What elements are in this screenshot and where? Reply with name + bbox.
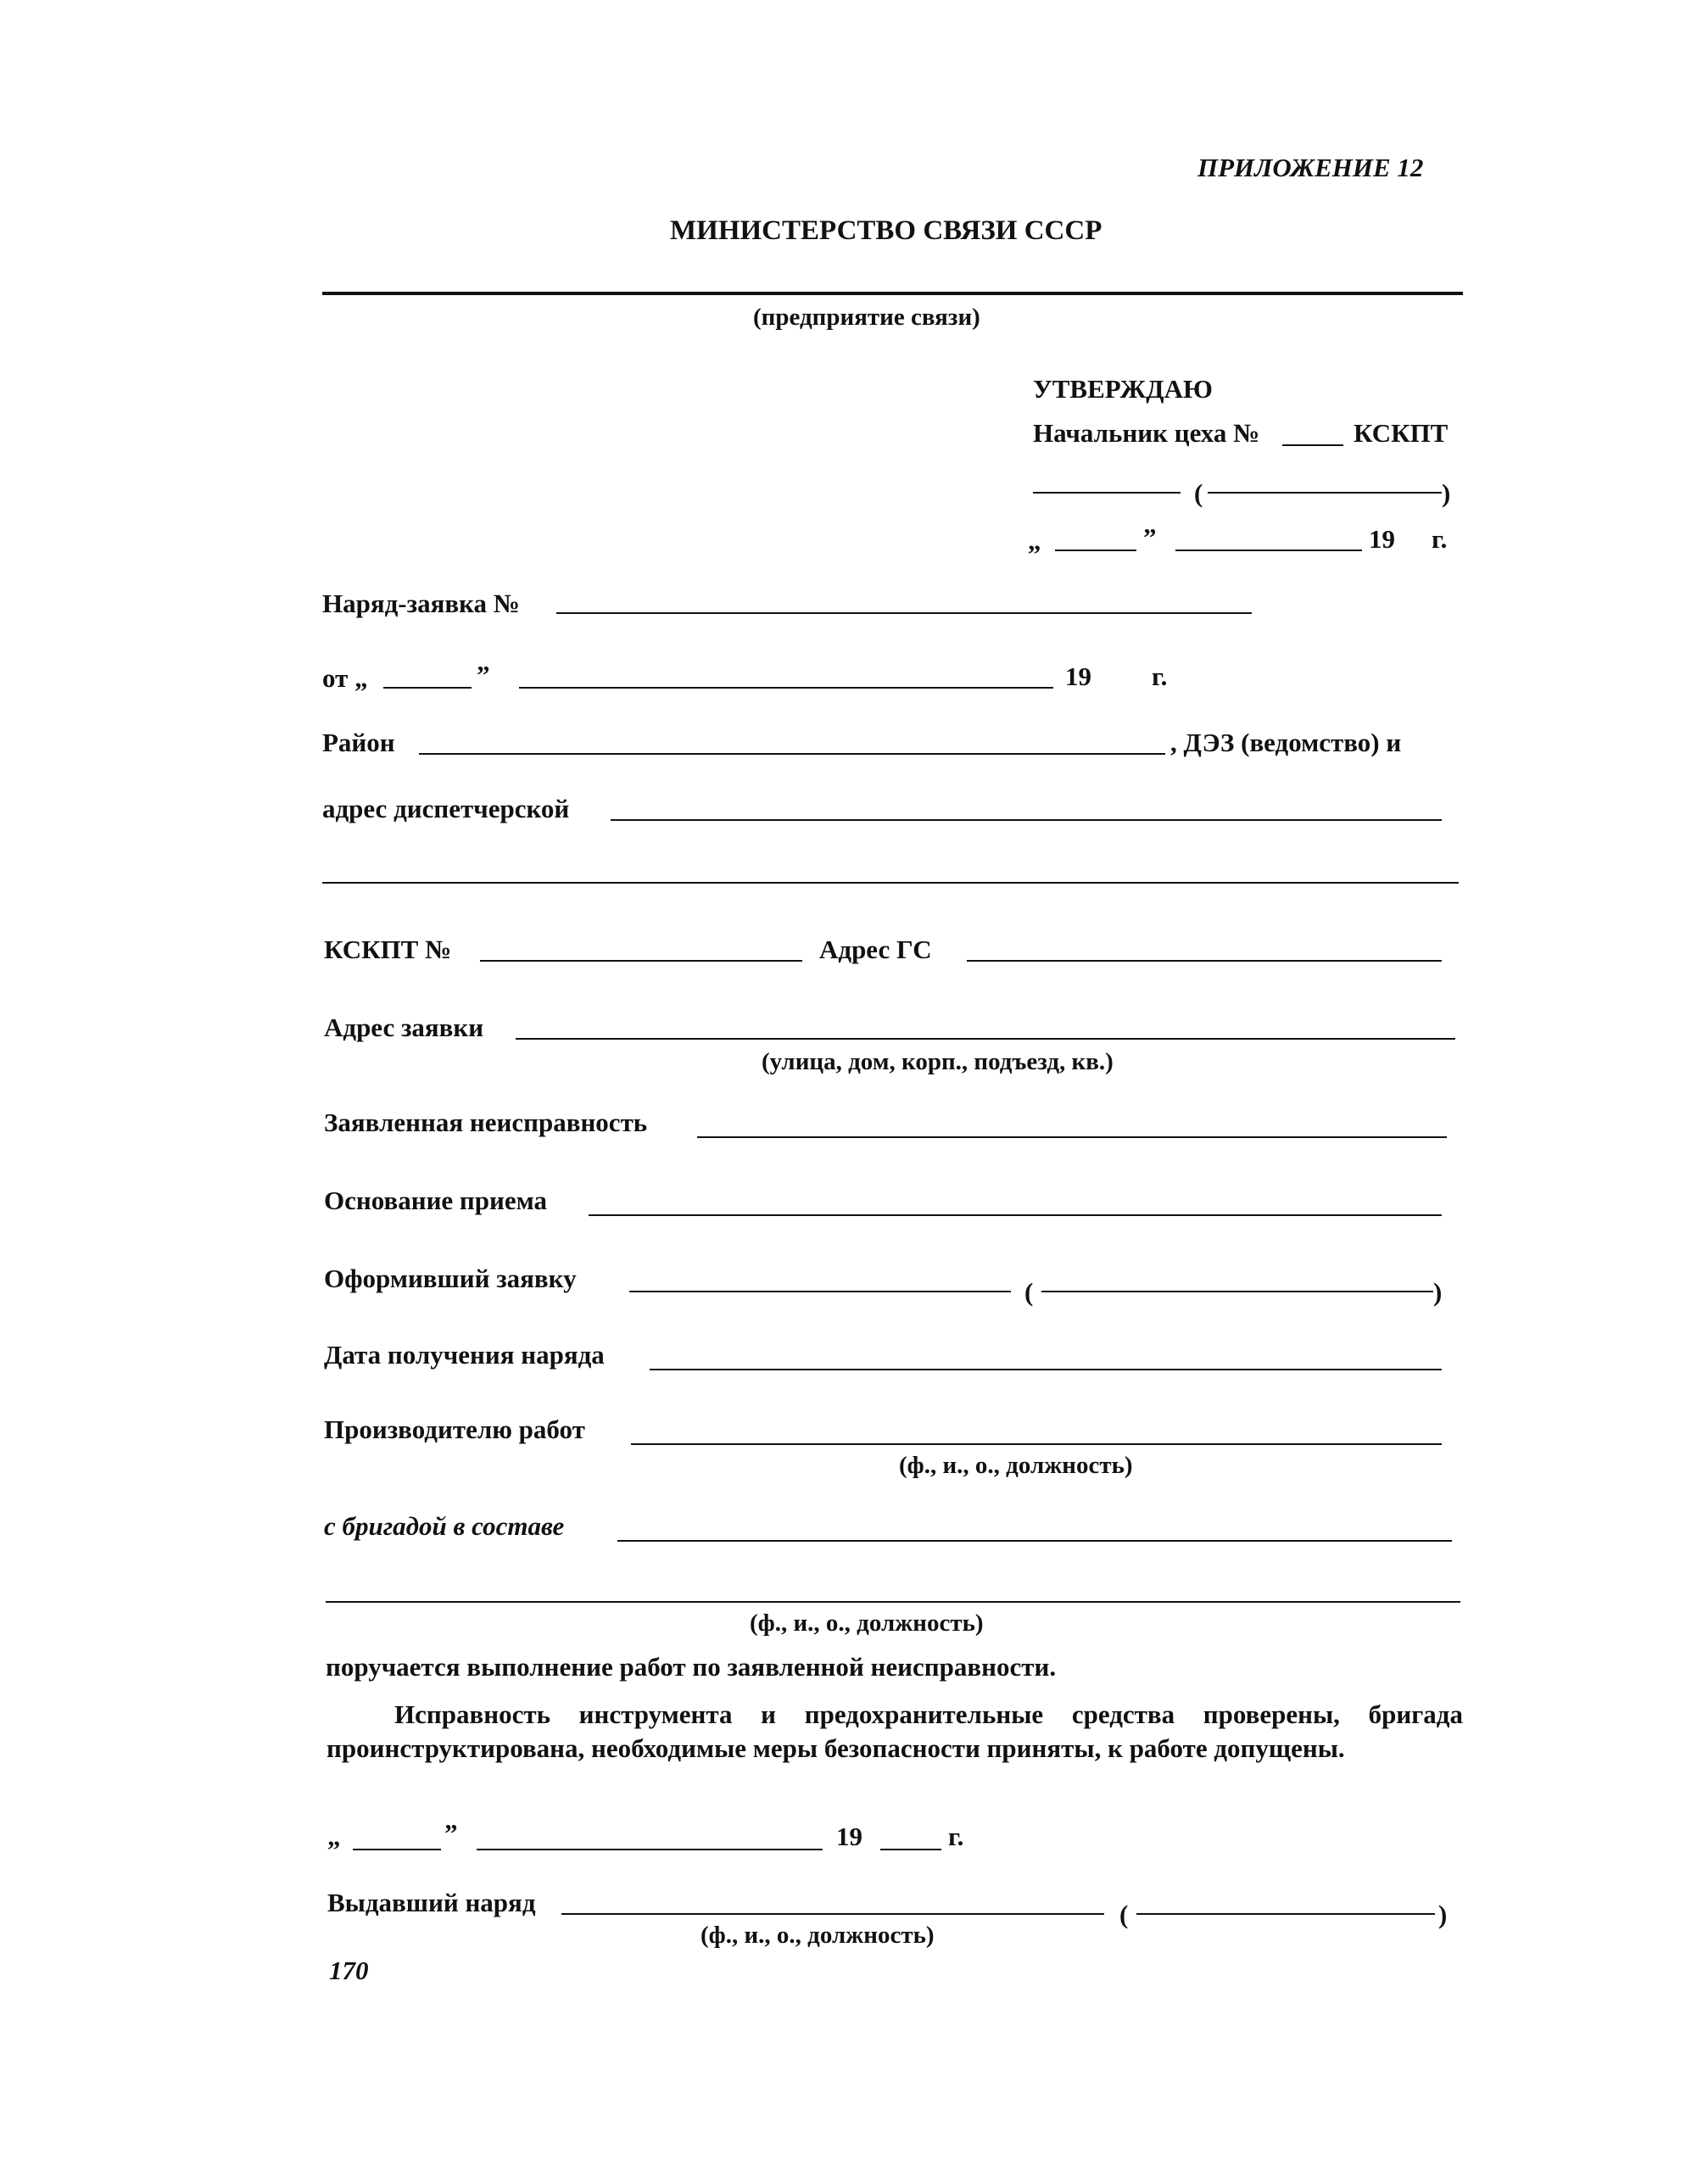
issuer-label: Выдавший наряд — [327, 1888, 536, 1917]
request-address-label: Адрес заявки — [324, 1013, 484, 1042]
date-year-line — [880, 1849, 941, 1850]
chief-label: Начальник цеха № — [1033, 418, 1260, 448]
district-label: Район — [322, 728, 395, 757]
from-quote-close: ” — [477, 660, 490, 689]
chief-name-line — [1208, 492, 1442, 494]
from-day-line — [383, 687, 472, 689]
issued-by-label: Оформивший заявку — [324, 1264, 577, 1293]
chief-signature-line — [1033, 492, 1181, 494]
approve-year: 19 — [1369, 524, 1395, 554]
approve-title: УТВЕРЖДАЮ — [1033, 374, 1213, 404]
chief-suffix: КСКПТ — [1354, 418, 1448, 448]
approve-quote-close: ” — [1143, 522, 1157, 552]
dispatch-line-2 — [322, 882, 1459, 884]
approve-day-line — [1055, 550, 1136, 551]
fault-line — [697, 1136, 1447, 1138]
received-date-label: Дата получения наряда — [324, 1340, 605, 1370]
safety-paragraph — [327, 1698, 1463, 1766]
chief-name-open: ( — [1194, 478, 1203, 508]
request-address-line — [516, 1038, 1455, 1040]
foreman-label: Производителю работ — [324, 1414, 585, 1444]
brigade-caption: (ф., и., о., должность) — [750, 1610, 984, 1637]
issuer-name-line — [1136, 1913, 1435, 1915]
dispatch-line — [611, 819, 1442, 821]
enterprise-caption: (предприятие связи) — [753, 304, 980, 331]
issued-by-close: ) — [1433, 1277, 1443, 1307]
date-day-line — [353, 1849, 441, 1850]
page-number: 170 — [329, 1956, 369, 1985]
from-year-suffix: г. — [1152, 661, 1168, 691]
from-label: от „ — [322, 663, 368, 693]
assigned-text: поручается выполнение работ по заявленной неисправности. — [326, 1652, 1057, 1682]
enterprise-line — [322, 292, 1463, 295]
issued-by-signature-line — [629, 1291, 1011, 1292]
date-year: 19 — [836, 1822, 862, 1851]
approve-month-line — [1175, 550, 1362, 551]
brigade-line-2 — [326, 1601, 1460, 1603]
order-label: Наряд-заявка № — [322, 589, 520, 618]
issued-by-name-line — [1041, 1291, 1433, 1292]
approve-quote-open: „ — [1028, 526, 1041, 555]
date-quote-open: „ — [327, 1822, 341, 1851]
kskpt-number-line — [480, 960, 802, 962]
ministry-title: МИНИСТЕРСТВО СВЯЗИ СССР — [670, 215, 1102, 246]
kskpt-label: КСКПТ № — [324, 935, 452, 964]
received-date-line — [650, 1369, 1442, 1370]
approve-year-suffix: г. — [1432, 524, 1448, 554]
issuer-open: ( — [1119, 1900, 1129, 1929]
basis-line — [589, 1214, 1442, 1216]
from-year: 19 — [1065, 661, 1091, 691]
from-month-line — [519, 687, 1053, 689]
date-year-suffix: г. — [948, 1822, 964, 1851]
gs-address-label: Адрес ГС — [819, 935, 932, 964]
issuer-close: ) — [1438, 1900, 1448, 1929]
district-suffix: , ДЭЗ (ведомство) и — [1170, 728, 1402, 757]
brigade-line — [617, 1540, 1452, 1542]
gs-address-line — [967, 960, 1442, 962]
safety-text: Исправность инструмента и предохранительные средства проверены, бригада проинструктирована, необходимые меры безопасности приняты, к работе допущены. — [327, 1699, 1463, 1763]
fault-label: Заявленная неисправность — [324, 1108, 648, 1137]
basis-label: Основание приема — [324, 1186, 548, 1215]
order-number-line — [556, 612, 1252, 614]
appendix-label: ПРИЛОЖЕНИЕ 12 — [1197, 153, 1424, 182]
foreman-caption: (ф., и., о., должность) — [899, 1452, 1133, 1479]
dispatch-label: адрес диспетчерской — [322, 794, 570, 823]
shop-number-line — [1282, 444, 1343, 446]
issuer-caption: (ф., и., о., должность) — [701, 1922, 935, 1949]
date-quote-close: ” — [444, 1818, 458, 1848]
brigade-label: с бригадой в составе — [324, 1511, 565, 1541]
issued-by-open: ( — [1024, 1277, 1034, 1307]
date-month-line — [477, 1849, 823, 1850]
foreman-line — [631, 1443, 1442, 1445]
request-address-caption: (улица, дом, корп., подъезд, кв.) — [762, 1048, 1114, 1075]
district-line — [419, 753, 1165, 755]
issuer-signature-line — [561, 1913, 1104, 1915]
chief-name-close: ) — [1442, 478, 1451, 508]
